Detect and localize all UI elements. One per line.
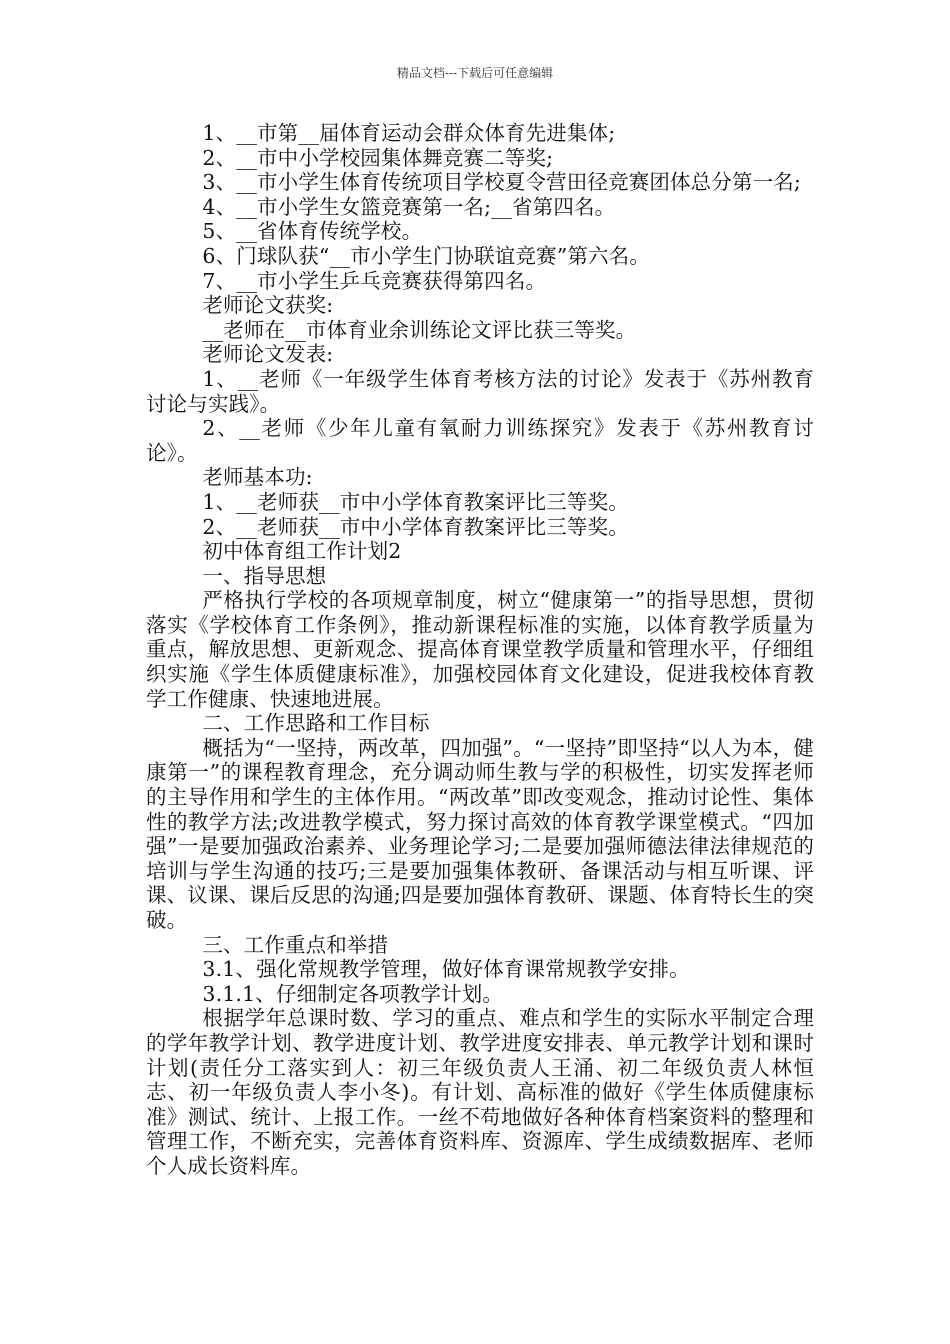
subsection-heading: 3.1.1、仔细制定各项教学计划。 (202, 981, 504, 1006)
section-heading: 一、指导思想 (202, 563, 327, 588)
section-heading: 三、工作重点和举措 (202, 932, 389, 957)
section-heading: 老师论文获奖: (202, 293, 334, 318)
list-item: 6、门球队获“__市小学生门协联谊竞赛”第六名。 (202, 243, 650, 268)
list-item: 4、__市小学生女篮竞赛第一名;__省第四名。 (202, 194, 616, 219)
list-item: 1、__老师《一年级学生体育考核方法的讨论》发表于《苏州教育讨论与实践》。 (146, 366, 814, 416)
list-item: 1、__老师获__市中小学体育教案评比三等奖。 (202, 489, 629, 514)
document-title: 初中体育组工作计划2 (202, 539, 402, 564)
list-item: 5、__省体育传统学校。 (202, 219, 423, 244)
document-body (146, 121, 814, 1179)
section-heading: 二、工作思路和工作目标 (202, 711, 430, 736)
section-heading: 老师论文发表: (202, 342, 334, 367)
paragraph: 根据学年总课时数、学习的重点、难点和学生的实际水平制定合理的学年教学计划、教学进度计划、教学进度安排表、单元教学计划和课时计划(责任分工落实到人：初三年级负责人王涌、初二年级负责人林恒志、初一年级负责人李小冬)。有计划、高标准的做好《学生体质健康标准》测试、统计、上报工作。一丝不苟地做好各种体育档案资料的整理和管理工作，不断充实，完善体育资料库、资源库、学生成绩数据库、老师个人成长资料库。 (146, 1006, 814, 1178)
list-item: 2、__老师《少年儿童有氧耐力训练探究》发表于《苏州教育讨论》。 (146, 416, 814, 465)
list-item: 3、__市小学生体育传统项目学校夏令营田径竞赛团体总分第一名; (202, 170, 801, 195)
page-header: 精品文档---下载后可任意编辑 (396, 66, 554, 80)
list-item: 1、__市第__届体育运动会群众体育先进集体; (202, 121, 616, 145)
list-item: 7、__市小学生乒乓竞赛获得第四名。 (202, 268, 547, 293)
list-item: 2、__市中小学校园集体舞竞赛二等奖; (202, 145, 554, 170)
paragraph: 严格执行学校的各项规章制度，树立“健康第一”的指导思想，贯彻落实《学校体育工作条例》，推动新课程标准的实施，以体育教学质量为重点，解放思想、更新观念、提高体育课堂教学质量和管理水平，仔细组织实施《学生体质健康标准》，加强校园体育文化建设，促进我校体育教学工作健康、快速地进展。 (146, 588, 814, 711)
paragraph: __老师在__市体育业余训练论文评比获三等奖。 (202, 317, 637, 342)
paragraph: 概括为“一坚持，两改革，四加强”。“一坚持”即坚持“以人为本，健康第一”的课程教育理念，充分调动师生教与学的积极性，切实发挥老师的主导作用和学生的主体作用。“两改革”即改变观念，推动讨论性、集体性的教学方法;改进教学模式，努力探讨高效的体育教学课堂模式。“四加强”一是要加强政治素养、业务理论学习;二是要加强师德法律法律规范的培训与学生沟通的技巧;三是要加强集体教研、备课活动与相互听课、评课、议课、课后反思的沟通;四是要加强体育教研、课题、体育特长生的突破。 (146, 735, 814, 932)
section-heading: 老师基本功: (202, 465, 313, 490)
list-item: 2、__老师获__市中小学体育教案评比三等奖。 (202, 514, 629, 539)
subsection-heading: 3.1、强化常规教学管理，做好体育课常规教学安排。 (202, 957, 690, 982)
